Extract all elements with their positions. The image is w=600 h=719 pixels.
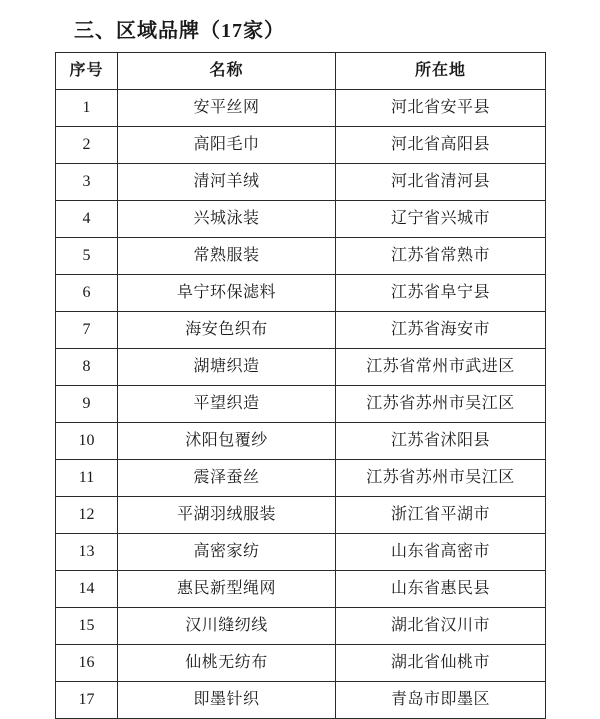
table-row xyxy=(56,571,546,608)
cell-location: 江苏省苏州市吴江区 xyxy=(336,460,546,497)
table-row xyxy=(56,201,546,238)
cell-name: 震泽蚕丝 xyxy=(118,460,336,497)
cell-index: 16 xyxy=(56,645,118,682)
table-row xyxy=(56,312,546,349)
table-row xyxy=(56,238,546,275)
cell-index: 8 xyxy=(56,349,118,386)
cell-index: 17 xyxy=(56,682,118,719)
cell-location: 湖北省汉川市 xyxy=(336,608,546,645)
cell-index: 5 xyxy=(56,238,118,275)
cell-name: 湖塘织造 xyxy=(118,349,336,386)
regional-brand-table xyxy=(55,52,546,719)
cell-name: 平望织造 xyxy=(118,386,336,423)
cell-index: 7 xyxy=(56,312,118,349)
cell-location: 山东省惠民县 xyxy=(336,571,546,608)
table-row xyxy=(56,497,546,534)
cell-name: 清河羊绒 xyxy=(118,164,336,201)
cell-name: 即墨针织 xyxy=(118,682,336,719)
cell-index: 10 xyxy=(56,423,118,460)
cell-name: 常熟服装 xyxy=(118,238,336,275)
table-row xyxy=(56,534,546,571)
cell-index: 4 xyxy=(56,201,118,238)
cell-location: 江苏省常州市武进区 xyxy=(336,349,546,386)
brand-table-container xyxy=(55,52,545,719)
cell-name: 高密家纺 xyxy=(118,534,336,571)
cell-name: 海安色织布 xyxy=(118,312,336,349)
column-header-name: 名称 xyxy=(118,53,336,90)
table-row xyxy=(56,90,546,127)
cell-index: 15 xyxy=(56,608,118,645)
cell-index: 11 xyxy=(56,460,118,497)
cell-location: 浙江省平湖市 xyxy=(336,497,546,534)
table-row xyxy=(56,386,546,423)
cell-index: 9 xyxy=(56,386,118,423)
cell-name: 平湖羽绒服装 xyxy=(118,497,336,534)
table-row xyxy=(56,164,546,201)
cell-location: 河北省安平县 xyxy=(336,90,546,127)
cell-location: 江苏省海安市 xyxy=(336,312,546,349)
cell-index: 3 xyxy=(56,164,118,201)
cell-name: 兴城泳装 xyxy=(118,201,336,238)
table-row xyxy=(56,645,546,682)
cell-location: 辽宁省兴城市 xyxy=(336,201,546,238)
cell-name: 惠民新型绳网 xyxy=(118,571,336,608)
cell-name: 高阳毛巾 xyxy=(118,127,336,164)
cell-name: 安平丝网 xyxy=(118,90,336,127)
cell-name: 汉川缝纫线 xyxy=(118,608,336,645)
table-row xyxy=(56,423,546,460)
cell-name: 阜宁环保滤料 xyxy=(118,275,336,312)
cell-location: 湖北省仙桃市 xyxy=(336,645,546,682)
cell-index: 2 xyxy=(56,127,118,164)
cell-location: 河北省高阳县 xyxy=(336,127,546,164)
cell-location: 江苏省苏州市吴江区 xyxy=(336,386,546,423)
cell-index: 14 xyxy=(56,571,118,608)
page-title: 三、区域品牌（17家） xyxy=(74,20,285,42)
cell-index: 13 xyxy=(56,534,118,571)
cell-location: 河北省清河县 xyxy=(336,164,546,201)
cell-location: 江苏省阜宁县 xyxy=(336,275,546,312)
cell-location: 青岛市即墨区 xyxy=(336,682,546,719)
cell-name: 仙桃无纺布 xyxy=(118,645,336,682)
table-header-row xyxy=(56,53,546,90)
column-header-location: 所在地 xyxy=(336,53,546,90)
column-header-index: 序号 xyxy=(56,53,118,90)
table-row xyxy=(56,275,546,312)
table-row xyxy=(56,460,546,497)
cell-location: 山东省高密市 xyxy=(336,534,546,571)
table-row xyxy=(56,127,546,164)
cell-index: 12 xyxy=(56,497,118,534)
table-row xyxy=(56,349,546,386)
cell-location: 江苏省沭阳县 xyxy=(336,423,546,460)
cell-index: 1 xyxy=(56,90,118,127)
cell-location: 江苏省常熟市 xyxy=(336,238,546,275)
table-row xyxy=(56,608,546,645)
cell-name: 沭阳包覆纱 xyxy=(118,423,336,460)
cell-index: 6 xyxy=(56,275,118,312)
